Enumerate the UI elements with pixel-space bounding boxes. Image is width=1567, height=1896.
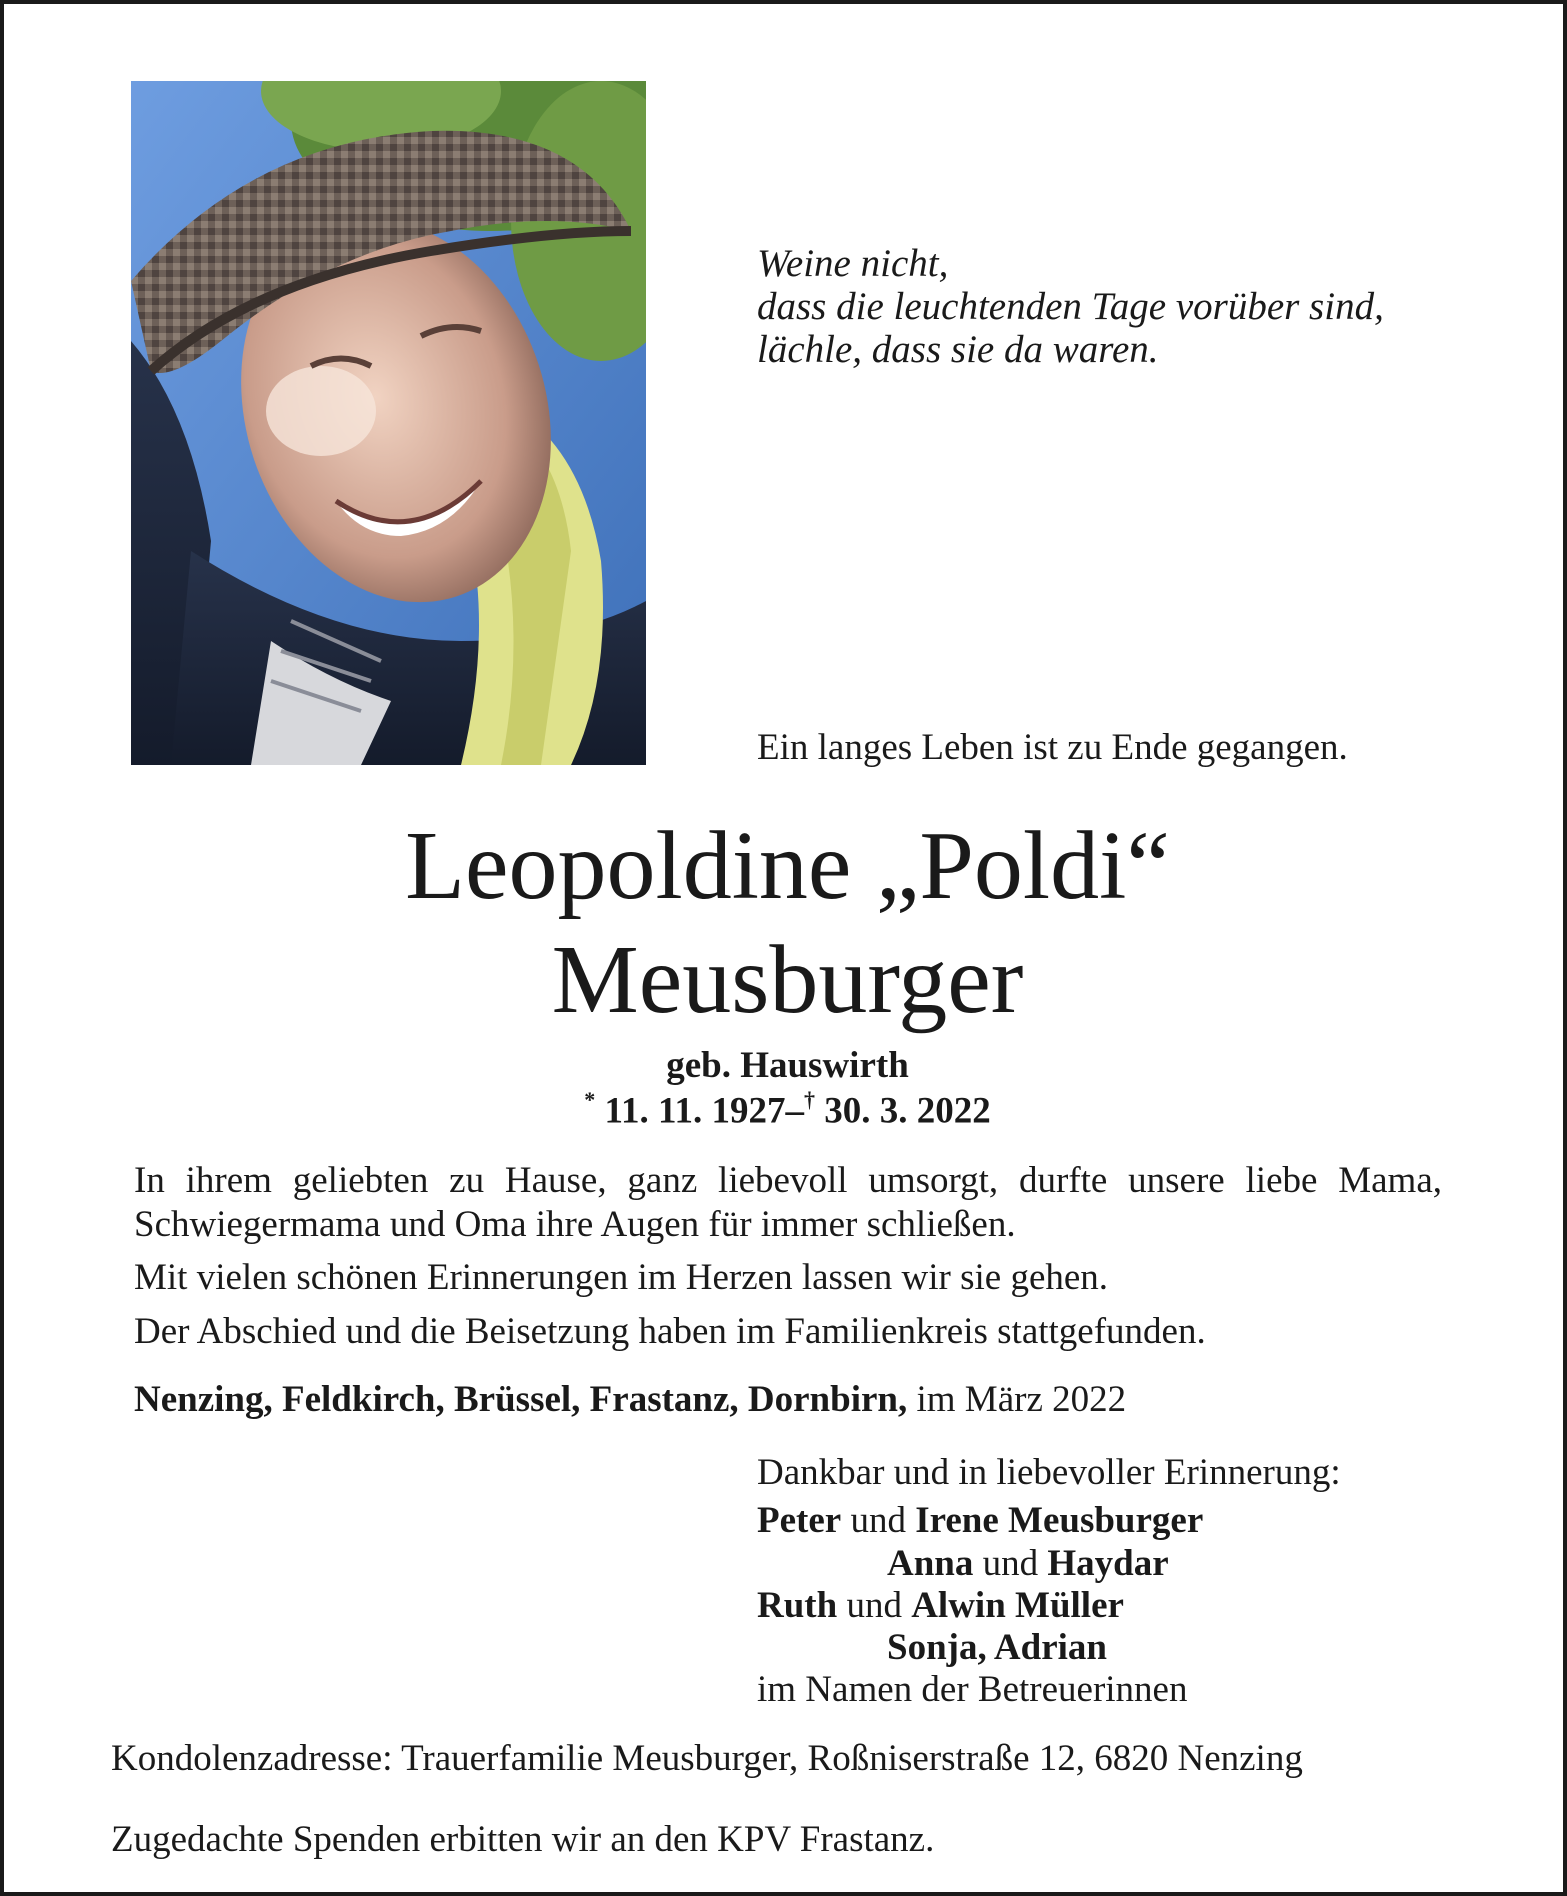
poem-line: dass die leuchtenden Tage vorüber sind, (757, 285, 1384, 328)
family-name: Peter (757, 1500, 842, 1541)
birth-symbol: * (584, 1087, 596, 1112)
places-time: im März 2022 (916, 1379, 1127, 1420)
family-connector: und (850, 1500, 906, 1541)
maiden-name: geb. Hauswirth (666, 1045, 909, 1086)
family-connector: und (982, 1543, 1039, 1584)
family-name: Irene Meusburger (915, 1500, 1204, 1541)
places-line (134, 1378, 1126, 1421)
deceased-name-first: Leopoldine „Poldi“ (405, 812, 1170, 920)
paragraph: Mit vielen schönen Erinnerungen im Herzen lassen wir sie gehen. (134, 1257, 1109, 1298)
family-line (757, 1499, 1203, 1543)
family-line (887, 1542, 1169, 1586)
death-symbol: † (803, 1087, 815, 1112)
date-separator: – (785, 1090, 804, 1132)
portrait-image (131, 81, 646, 765)
family-line (757, 1584, 1124, 1628)
deceased-name-last: Meusburger (551, 926, 1024, 1034)
condolence-address: Kondolenzadresse: Trauerfamilie Meusburger, Roßniserstraße 12, 6820 Nenzing (111, 1738, 1303, 1779)
intro-text: Ein langes Leben ist zu Ende gegangen. (757, 727, 1348, 768)
poem-line: Weine nicht, (757, 242, 949, 285)
paragraph: Der Abschied und die Beisetzung haben im Familienkreis stattgefunden. (134, 1311, 1206, 1352)
family-line (887, 1626, 1107, 1670)
family-connector: und (846, 1585, 902, 1626)
paragraph: In ihrem geliebten zu Hause, ganz liebevoll umsorgt, durfte unsere liebe Mama, Schwiegermama und Oma ihre Augen für immer schließen. (134, 1160, 1442, 1245)
family-name: Anna (887, 1543, 974, 1584)
places-cities: Nenzing, Feldkirch, Brüssel, Frastanz, Dornbirn, (134, 1379, 908, 1420)
family-name: Haydar (1047, 1543, 1169, 1584)
donation-note: Zugedachte Spenden erbitten wir an den KPV Frastanz. (111, 1819, 935, 1860)
portrait-photo (131, 81, 646, 765)
death-date: 30. 3. 2022 (824, 1090, 991, 1132)
thanks-line: Dankbar und in liebevoller Erinnerung: (757, 1452, 1341, 1493)
family-line: im Namen der Betreuerinnen (757, 1669, 1188, 1710)
poem-line: lächle, dass sie da waren. (757, 328, 1159, 371)
family-name: Sonja, Adrian (887, 1627, 1108, 1668)
poem (757, 242, 1457, 371)
birth-date: 11. 11. 1927 (604, 1090, 786, 1132)
family-name: Alwin Müller (911, 1585, 1124, 1626)
family-name: Ruth (757, 1585, 838, 1626)
life-dates (104, 1089, 1471, 1132)
